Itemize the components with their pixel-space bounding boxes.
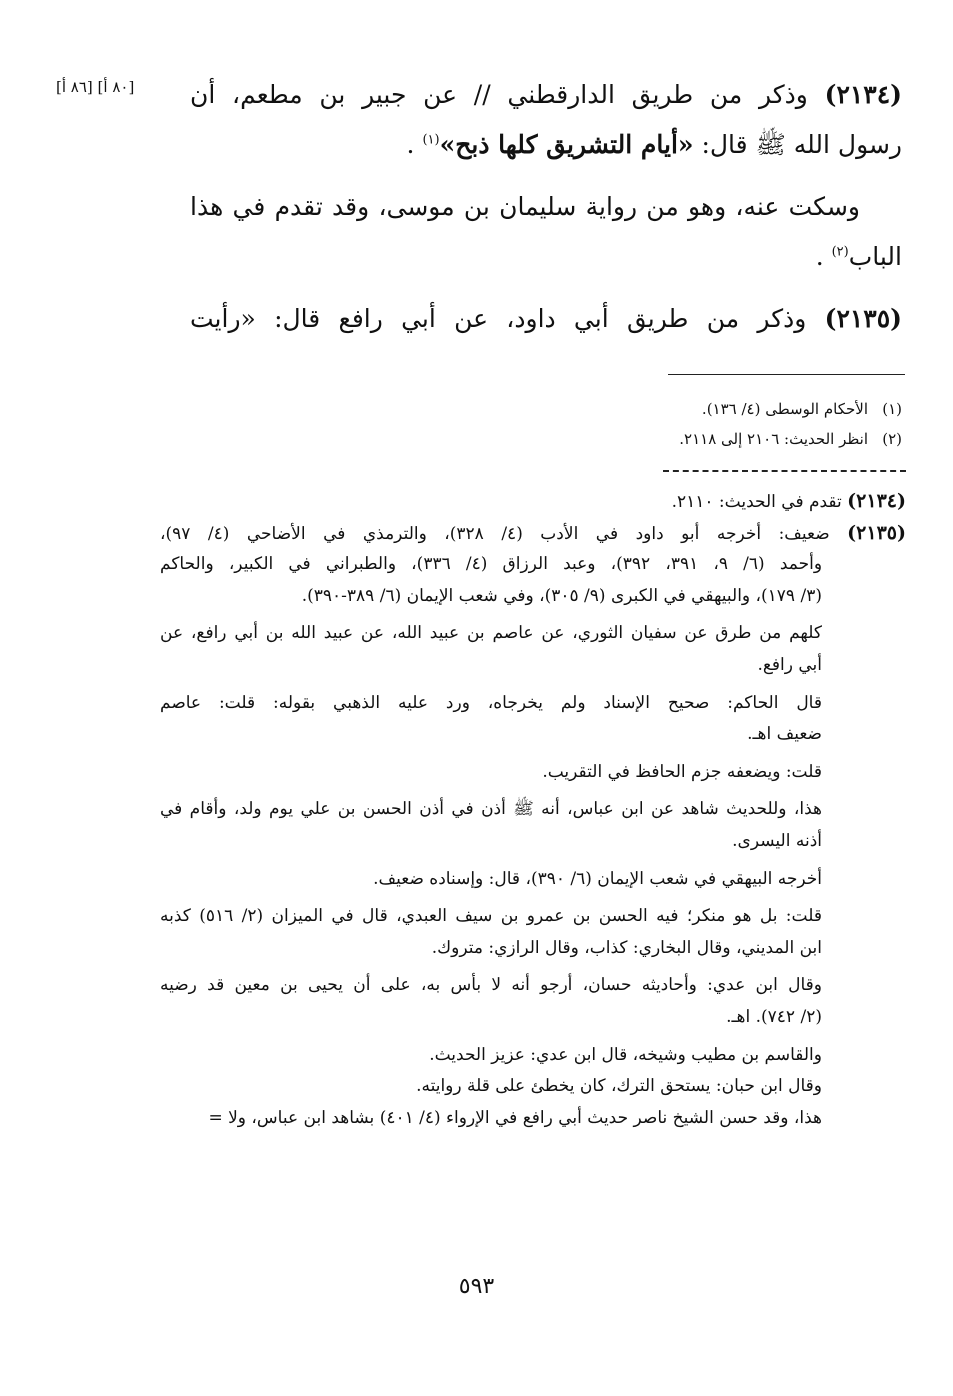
hadith-2135-line-1: (٢١٣٥) وذكر من طريق أبي داود، عن أبي رافع قال: «رأيت <box>190 304 902 333</box>
footnote-marker: (١) <box>422 132 440 148</box>
main-text <box>190 70 902 344</box>
note-paragraph-line: (٢/ ٧٤٢). اهـ. <box>726 1006 822 1027</box>
commentary-line-1: وسكت عنه، وهو من رواية سليمان بن موسى، وقد تقدم في هذا <box>190 192 860 221</box>
hadith-number: (٢١٣٤) <box>824 80 902 109</box>
footnote-1: (١)الأحكام الوسطى (٤/ ١٣٦). <box>701 400 902 418</box>
note-paragraph-line: قلت: بل هو منكر؛ فيه الحسن بن عمرو بن سيف العبدي، قال في الميزان (٢/ ٥١٦) كذبه <box>160 906 822 927</box>
note-paragraph-line: هذا، وقد حسن الشيخ ناصر حديث أبي رافع في الإرواء (٤/ ٤٠١) بشاهد ابن عباس، ولا = <box>208 1107 822 1128</box>
footnote-separator <box>668 374 905 375</box>
note-paragraph-line: قال الحاكم: صحيح الإسناد ولم يخرجاه، ورد عليه الذهبي بقوله: قلت: عاصم <box>160 692 822 713</box>
manuscript-folio-reference: [٨٦ أ] [٨٠ أ] <box>56 78 135 96</box>
note-paragraph-line: أبي رافع. <box>757 654 822 675</box>
note-paragraph-line: ابن المديني، وقال البخاري: كذاب، وقال الرازي: متروك. <box>431 937 822 958</box>
takhrij-notes <box>160 486 906 1134</box>
note-paragraph-line: والقاسم بن مطيب وشيخه، قال ابن عدي: عزيز الحديث. <box>429 1044 822 1065</box>
note-paragraph-line: وقال ابن عدي: وأحاديثه حسان، أرجو أنه لا بأس به، على أن يحيى بن معين قد رضيه <box>160 975 822 996</box>
note-2135-line-3: (٣/ ١٧٩)، والبيهقي في الكبرى (٩/ ٣٠٥)، وفي شعب الإيمان (٦/ ٣٨٩-٣٩٠). <box>301 585 822 606</box>
note-paragraph-line: أخرجه البيهقي في شعب الإيمان (٦/ ٣٩٠)، قال: وإسناده ضعيف. <box>373 868 822 889</box>
footnote-2: (٢)انظر الحديث: ٢١٠٦ إلى ٢١١٨. <box>679 430 902 448</box>
page-number: ٥٩٣ <box>458 1274 495 1299</box>
note-2135-line-1: (٢١٣٥) ضعيف: أخرجه أبو داود في الأدب (٤/ ٣٢٨)، والترمذي في الأضاحي (٤/ ٩٧)، <box>160 521 906 544</box>
hadith-number: (٢١٣٥) <box>824 304 902 333</box>
footnote-marker: (٢) <box>831 244 849 260</box>
note-2135-line-2: وأحمد (٦/ ٩، ٣٩١، ٣٩٢)، وعبد الرزاق (٤/ ٣٣٦)، والطبراني في الكبير، والحاكم <box>160 554 823 575</box>
hadith-2134-line-1: (٢١٣٤) وذكر من طريق الدارقطني // عن جبير بن مطعم، أن <box>190 80 902 109</box>
note-paragraph-line: هذا، وللحديث شاهد عن ابن عباس، أنه ﷺ أذن في أذن الحسن بن علي يوم ولد، وأقام في <box>160 799 822 820</box>
note-paragraph-line: أذنه اليسرى. <box>732 830 822 851</box>
note-paragraph-line: قلت: ويضعفه جزم الحافظ في التقريب. <box>542 761 822 782</box>
footnotes <box>600 394 902 454</box>
note-2134: (٢١٣٤) تقدم في الحديث: ٢١١٠. <box>671 490 906 512</box>
commentary-line-2: الباب$^{(٢)}$ . <box>815 242 902 271</box>
note-paragraph-line: كلهم من طرق عن سفيان الثوري، عن عاصم بن عبيد الله، عن عبيد الله بن أبي رافع، عن <box>160 623 822 644</box>
hadith-quote: «أيام التشريق كلها ذبح» <box>439 130 694 159</box>
note-paragraph-line: وقال ابن حبان: يستحق الترك، كان يخطئ على قلة روايته. <box>416 1076 822 1097</box>
notes-separator <box>663 470 906 472</box>
note-paragraph-line: ضعيف اهـ. <box>747 724 822 745</box>
hadith-2134-line-2: رسول الله ﷺ قال: «أيام التشريق كلها ذبح»$^{(١)}$ . <box>406 130 902 159</box>
